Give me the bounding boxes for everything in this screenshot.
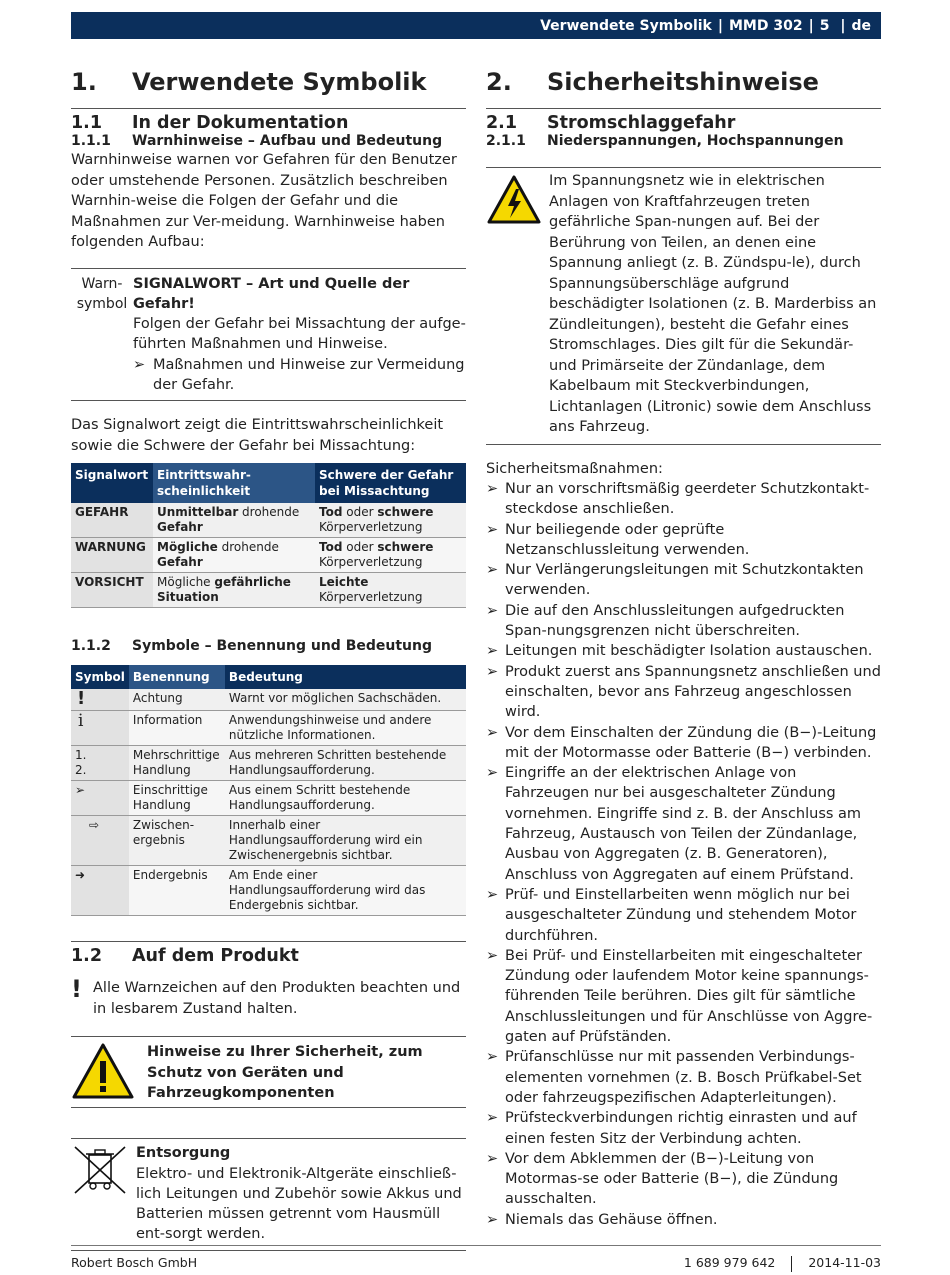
signalword-table: Signalwort Eintrittswahr-scheinlichkeit Schwere der Gefahr bei Missachtung GEFAHR Unmittelbar drohende Gefahr Tod oder schwere Körperverletzung WARNUNG Mögliche drohende Gefahr Tod oder schwere Körperverletzung VORSICHT Mögliche gefährliche Situation Leichte Körperverletzung — [71, 463, 466, 608]
exclamation-icon: ! — [77, 688, 86, 710]
section-1-1-2-heading: 1.1.2 Symbole – Benennung und Bedeutung — [71, 638, 432, 655]
section-1-1-heading: 1.1 In der Dokumentation — [71, 113, 349, 133]
arrowhead-icon: ➢ — [486, 562, 499, 579]
list-item: ➢ Vor dem Einschalten der Zündung die (B−)-Leitung mit der Motormasse oder Batterie (B−) verbinden. — [486, 723, 881, 764]
arrowhead-icon: ➢ — [486, 602, 499, 619]
arrowhead-icon: ➢ — [133, 356, 146, 373]
table-row: i Information Anwendungshinweise und andere nützliche Informationen. — [71, 711, 466, 746]
arrowhead-icon: ➢ — [486, 663, 499, 680]
warning-triangle-icon — [71, 1042, 135, 1100]
arrowhead-icon: ➢ — [486, 886, 499, 903]
footer-docnum: 1 689 979 642 — [683, 1255, 776, 1270]
warnbox-bullet: Maßnahmen und Hinweise zur Vermeidung der Gefahr. — [153, 356, 465, 393]
disposal-title: Entsorgung — [136, 1145, 231, 1162]
warnbox-text: Folgen der Gefahr bei Missachtung der aufge-führten Maßnahmen und Hinweise. — [133, 316, 466, 353]
info-icon: i — [78, 711, 84, 732]
table-row: ⇨ Zwischen-ergebnis Innerhalb einer Handlungsaufforderung wird ein Zwischenergebnis sichtbar. — [71, 816, 466, 866]
warning-intro-text: Warnhinweise warnen vor Gefahren für den Benutzer oder umstehende Personen. Zusätzlich beschreiben Warnhin-weise die Folgen der Gefahr und die Maßnahmen zur Ver-meidung. Warnhinweise haben folgenden Aufbau: — [71, 152, 457, 250]
exclamation-icon: ! — [71, 975, 82, 1004]
left-column — [71, 62, 466, 1251]
list-item: ➢ Prüf- und Einstellarbeiten wenn möglich nur bei ausgeschalteter Zündung und stehendem Motor durchführen. — [486, 885, 881, 946]
warning-structure-box: Warn- symbol SIGNALWORT – Art und Quelle der Gefahr! Folgen der Gefahr bei Missachtung der aufge-führten Maßnahmen und Hinweise. ➢ Maßnahmen und Hinweise zur Vermeidung der Gefahr. — [71, 268, 466, 402]
arrowhead-icon: ➢ — [486, 481, 499, 497]
arrowhead-icon: ➢ — [486, 724, 499, 741]
list-item: ➢ Leitungen mit beschädigter Isolation austauschen. — [486, 641, 881, 661]
table-row: ➜ Endergebnis Am Ende einer Handlungsaufforderung wird das Endergebnis sichtbar. — [71, 866, 466, 916]
table-row: WARNUNG Mögliche drohende Gefahr Tod oder schwere Körperverletzung — [71, 538, 466, 573]
list-item: ➢ Eingriffe an der elektrischen Anlage von Fahrzeugen nur bei ausgeschalteter Zündung vornehmen. Eingriffe sind z. B. der Anschluss am Fahrzeug, Austausch von Teilen der Zündanlage, Ausbau von Aggregaten (z. B. Generatoren), Anschluss von Aggregaten auf einem Prüfstand. — [486, 763, 881, 885]
list-item: ➢ Prüfanschlüsse nur mit passenden Verbindungs-elementen vornehmen (z. B. Bosch Prüfkabel-Set oder fahrzeugspezifischen Adapterleitungen). — [486, 1047, 881, 1108]
section-2-1-1-heading: 2.1.1 Niederspannungen, Hochspannungen — [486, 133, 844, 149]
arrowhead-icon: ➢ — [486, 1110, 499, 1127]
table-row: ➢ Einschrittige Handlung Aus einem Schritt bestehende Handlungsaufforderung. — [71, 781, 466, 816]
arrowhead-icon: ➢ — [486, 1150, 499, 1167]
symbol-table: Symbol Benennung Bedeutung ! Achtung Warnt vor möglichen Sachschäden. i Information Anwendungshinweise und andere nützliche Informationen. 1. 2. Mehrschrittige Handlung Aus mehreren Schritten bestehende Handlungsaufforderung. ➢ Einschrittige Handlung Aus einem Schritt bestehende Handlungsaufforderung. ⇨ Zwischen-ergebnis Innerhalb einer Handlungsaufforderung wird ein Zwischenergebnis sichtbar. ➜ Endergebnis Am Ende einer Handlungsaufforderung wird das Endergebnis sichtbar. — [71, 665, 466, 916]
section-1-1-1-heading: 1.1.1 Warnhinweise – Aufbau und Bedeutung — [71, 133, 443, 149]
page-footer — [71, 1245, 881, 1272]
arrowhead-icon: ➢ — [486, 765, 499, 782]
right-column — [486, 62, 881, 1230]
section-1-2-heading: 1.2 Auf dem Produkt — [71, 946, 299, 967]
table-row: GEFAHR Unmittelbar drohende Gefahr Tod oder schwere Körperverletzung — [71, 503, 466, 538]
footer-company: Robert Bosch GmbH — [71, 1255, 198, 1270]
list-item: ➢ Nur Verlängerungsleitungen mit Schutzkontakten verwenden. — [486, 560, 881, 601]
arrowhead-icon: ➢ — [486, 1211, 499, 1228]
header-title: Verwendete Symbolik — [540, 17, 712, 34]
table-row: VORSICHT Mögliche gefährliche Situation Leichte Körperverletzung — [71, 573, 466, 608]
safety-note-box — [71, 1036, 466, 1108]
list-item: ➢ Die auf den Anschlussleitungen aufgedruckten Span-nungsgrenzen nicht überschreiten. — [486, 601, 881, 642]
arrowhead-icon: ➢ — [75, 783, 86, 798]
list-item: ➢ Vor dem Abklemmen der (B−)-Leitung von Motormas-se oder Batterie (B−), die Zündung ausschalten. — [486, 1149, 881, 1210]
list-item: ➢ Niemals das Gehäuse öffnen. — [486, 1210, 881, 1230]
safety-note-text: Hinweise zu Ihrer Sicherheit, zum Schutz von Geräten und Fahrzeugkomponenten — [147, 1044, 423, 1101]
arrowhead-icon: ➢ — [486, 521, 499, 538]
table-row: 1. 2. Mehrschrittige Handlung Aus mehreren Schritten bestehende Handlungsaufforderung. — [71, 746, 466, 781]
section-2-1-heading: 2.1 Stromschlaggefahr — [486, 113, 736, 133]
table-row: ! Achtung Warnt vor möglichen Sachschäden. — [71, 689, 466, 711]
list-item: ➢ Bei Prüf- und Einstellarbeiten mit eingeschalteter Zündung oder laufendem Motor keine spannungs-führenden Teile berühren. Dies gilt für sämtliche Anschlussleitungen und für Anschlüsse von Aggre-gaten auf Prüfständen. — [486, 946, 881, 1047]
arrowhead-icon: ➢ — [486, 1049, 499, 1066]
measures-title: Sicherheitsmaßnahmen: — [486, 460, 663, 477]
disposal-text: Elektro- und Elektronik-Altgeräte einschließ-lich Leitungen und Zubehör sowie Akkus und Batterien müssen getrennt vom Hausmüll ent-sorgt werden. — [136, 1165, 462, 1243]
list-item: ➢ Nur beiliegende oder geprüfte Netzanschlussleitung verwenden. — [486, 520, 881, 561]
high-voltage-icon — [486, 174, 542, 226]
footer-date: 2014-11-03 — [808, 1255, 881, 1270]
list-item: ➢ Nur an vorschriftsmäßig geerdeter Schutzkontakt-steckdose anschließen. — [486, 479, 881, 520]
header-model: MMD 302 — [729, 17, 803, 34]
arrowhead-icon: ➢ — [486, 643, 499, 660]
header-lang: de — [851, 17, 871, 34]
section-2-heading: 2. Sicherheitshinweise — [486, 68, 819, 96]
hollow-arrow-icon: ⇨ — [89, 818, 100, 833]
arrowhead-icon: ➢ — [486, 947, 499, 964]
product-note: Alle Warnzeichen auf den Produkten beachten und in lesbarem Zustand halten. — [93, 980, 461, 1017]
disposal-box — [71, 1138, 466, 1250]
header-page: 5 — [819, 17, 830, 34]
header-bar: Verwendete Symbolik | MMD 302 | 5 | de — [71, 12, 881, 39]
list-item: ➢ Produkt zuerst ans Spannungsnetz anschließen und einschalten, bevor ans Fahrzeug angeschlossen wird. — [486, 662, 881, 723]
signalword-text: Das Signalwort zeigt die Eintrittswahrscheinlichkeit sowie die Schwere der Gefahr bei Missachtung: — [71, 417, 444, 454]
section-1-heading: 1. Verwendete Symbolik — [71, 68, 427, 96]
solid-arrow-icon: ➜ — [75, 868, 86, 883]
numbered-steps-icon: 1. 2. — [75, 748, 87, 778]
electric-shock-box — [486, 167, 881, 445]
electric-shock-text: Im Spannungsnetz wie in elektrischen Anlagen von Kraftfahrzeugen treten gefährliche Span-nungen auf. Bei der Berührung von Teilen, an denen eine Spannung anliegt (z. B. Zündspu-le), durch Spannungsüberschläge aufgrund beschädigter Isolationen (z. B. Marderbiss an Zündleitungen), besteht die Gefahr eines Stromschlages. Dies gilt für die Sekundär- und Primärseite der Zündanlage, dem Kabelbaum mit Steckverbindungen, Lichtanlagen (Litronic) sowie dem Anschluss ans Fahrzeug. — [549, 173, 877, 435]
crossed-bin-icon — [71, 1143, 129, 1197]
measures-list — [486, 479, 881, 1230]
list-item: ➢ Prüfsteckverbindungen richtig einrasten und auf einen festen Sitz der Verbindung achten. — [486, 1108, 881, 1149]
warnbox-title: SIGNALWORT – Art und Quelle der Gefahr! — [133, 275, 410, 312]
